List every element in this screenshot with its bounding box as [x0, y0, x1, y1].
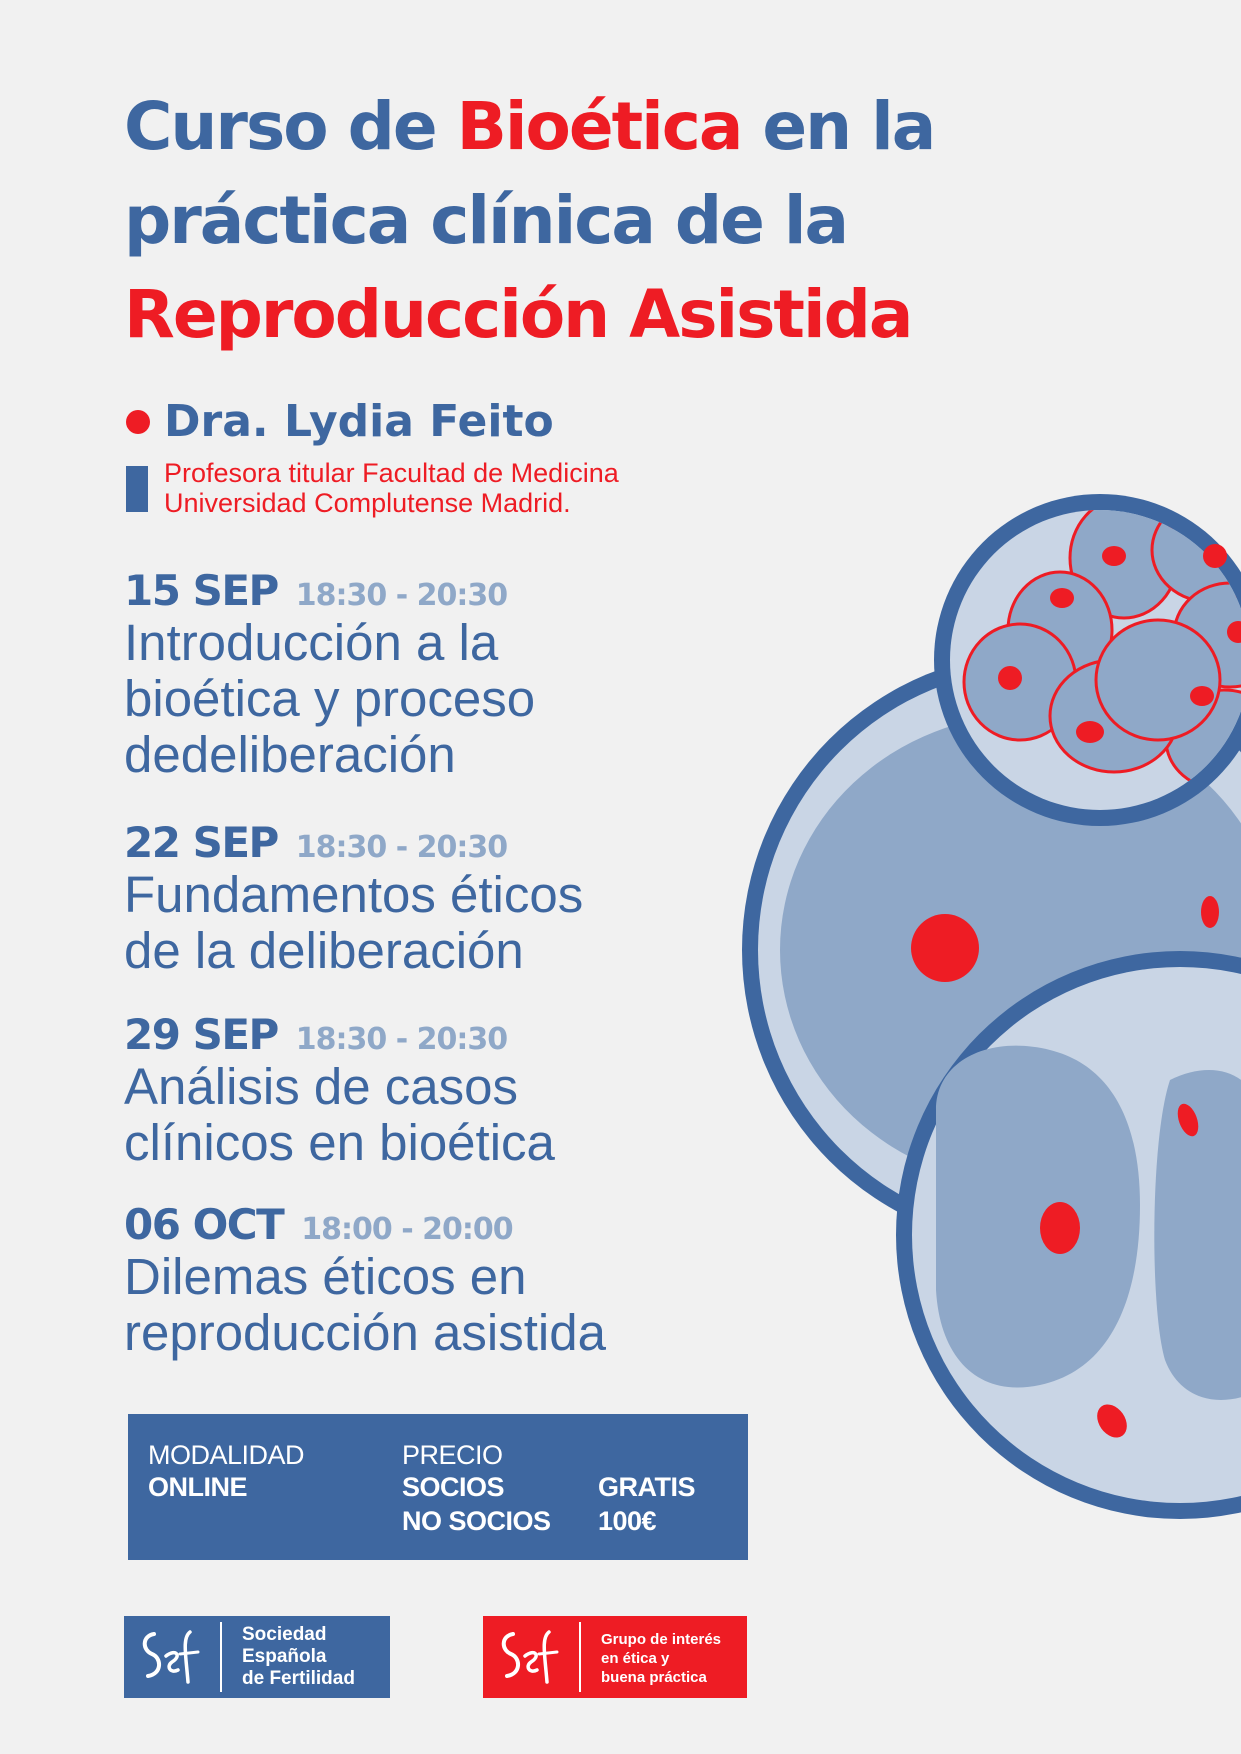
price-label: PRECIO — [402, 1440, 503, 1470]
session-topic — [124, 867, 764, 979]
session-time: 18:30 - 20:30 — [295, 1022, 508, 1057]
session-time: 18:00 - 20:00 — [301, 1212, 513, 1247]
nonmembers-price: 100€ — [598, 1506, 657, 1536]
logo-text-line: de Fertilidad — [242, 1668, 355, 1689]
logo-text-line: Sociedad — [242, 1624, 327, 1645]
nonmembers-label: NO SOCIOS — [402, 1506, 551, 1536]
session-date: 06 OCT — [124, 1200, 284, 1249]
session-topic — [124, 1249, 764, 1361]
affiliation-bar — [126, 466, 148, 512]
sef-logo — [124, 1616, 390, 1698]
topic-line: reproducción asistida — [124, 1304, 606, 1361]
course-title — [124, 80, 1044, 362]
topic-line: Fundamentos éticos — [124, 866, 584, 923]
topic-line: bioética y proceso — [124, 670, 536, 727]
logo-text-line: buena práctica — [601, 1669, 707, 1686]
members-label: SOCIOS — [402, 1472, 505, 1502]
info-box — [128, 1414, 748, 1560]
speaker-affiliation — [164, 458, 619, 518]
embryo-cells-illustration — [740, 460, 1241, 1554]
sef-logo-text — [242, 1624, 355, 1690]
logo-text-line: Española — [242, 1646, 327, 1667]
session-date: 22 SEP — [124, 818, 278, 867]
title-highlight-reproduccion: Reproducción Asistida — [124, 276, 912, 353]
title-part-1: Curso de — [124, 88, 457, 165]
bullet-dot-icon — [126, 410, 150, 434]
topic-line: Análisis de casos — [124, 1058, 519, 1115]
topic-line: de la deliberación — [124, 922, 524, 979]
topic-line: Dilemas éticos en — [124, 1248, 527, 1305]
session-2 — [124, 818, 764, 979]
members-price: GRATIS — [598, 1472, 695, 1502]
session-topic — [124, 1059, 764, 1171]
logo-text-line: en ética y — [601, 1650, 670, 1667]
logo-divider — [220, 1622, 222, 1692]
session-date: 15 SEP — [124, 566, 278, 615]
grupo-logo-icon — [483, 1616, 575, 1698]
grupo-logo — [483, 1616, 747, 1698]
affiliation-line-2: Universidad Complutense Madrid. — [164, 488, 571, 518]
logo-divider — [579, 1622, 581, 1692]
title-part-3: en la práctica clínica de la — [124, 88, 935, 259]
session-date: 29 SEP — [124, 1010, 278, 1059]
session-4 — [124, 1200, 764, 1361]
session-time: 18:30 - 20:30 — [295, 578, 508, 613]
topic-line: Introducción a la — [124, 614, 499, 671]
modality-value: ONLINE — [148, 1472, 248, 1502]
grupo-logo-text — [601, 1630, 721, 1687]
topic-line: clínicos en bioética — [124, 1114, 555, 1171]
session-topic — [124, 615, 764, 783]
topic-line: dedeliberación — [124, 726, 456, 783]
title-highlight-bioetica: Bioética — [456, 88, 742, 165]
session-1 — [124, 566, 764, 783]
affiliation-line-1: Profesora titular Facultad de Medicina — [164, 458, 619, 488]
sef-logo-icon — [124, 1616, 216, 1698]
logo-text-line: Grupo de interés — [601, 1631, 722, 1648]
speaker-name: Dra. Lydia Feito — [164, 396, 554, 447]
session-time: 18:30 - 20:30 — [295, 830, 508, 865]
modality-label: MODALIDAD — [148, 1440, 305, 1470]
session-3 — [124, 1010, 764, 1171]
